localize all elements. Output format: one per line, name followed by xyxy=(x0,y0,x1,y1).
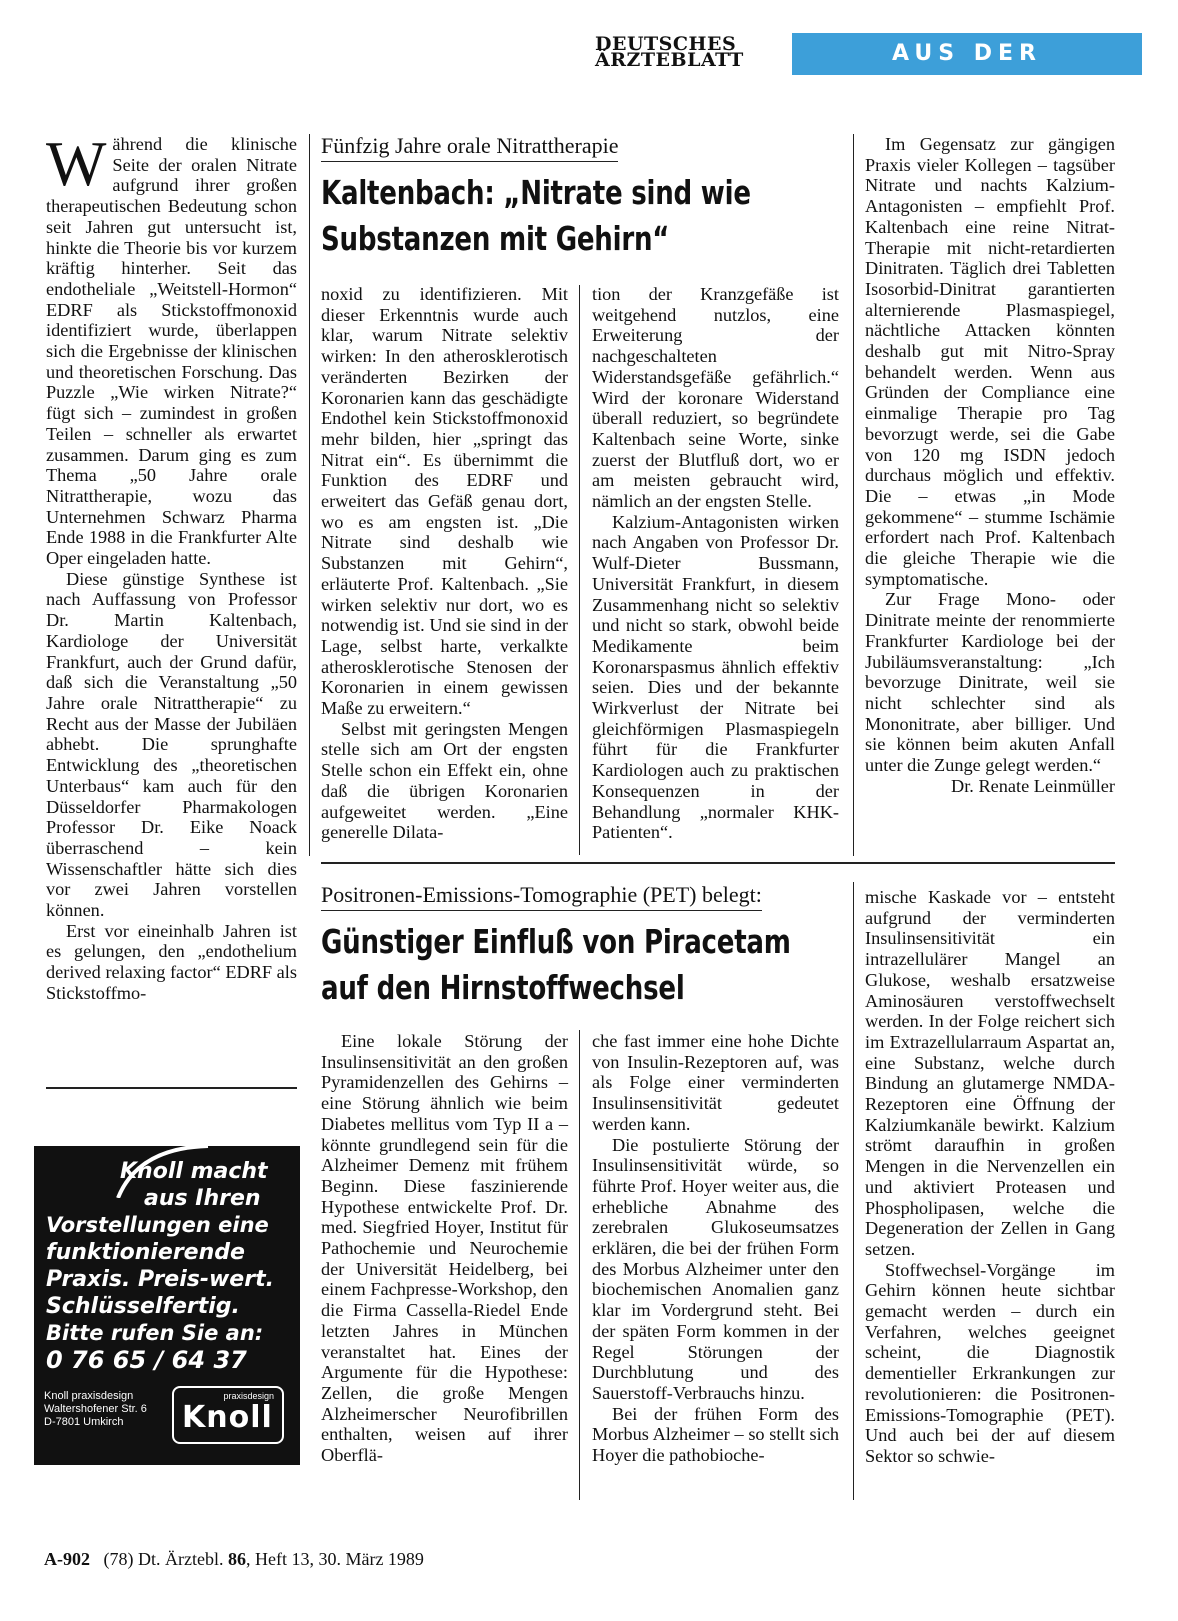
citation-suffix: , Heft 13, 30. März 1989 xyxy=(245,1549,424,1569)
ad-line-1: Knoll macht xyxy=(120,1159,268,1184)
ad-address-line-1: Knoll praxisdesign xyxy=(44,1390,134,1402)
article2-headline-line2: auf den Hirnstoffwechsel xyxy=(321,968,685,1007)
ad-line-5: Praxis. Preis-wert. xyxy=(46,1267,274,1292)
section-banner: AUS DER INDUSTRIE xyxy=(792,33,1142,75)
ad-line-6: Schlüsselfertig. xyxy=(46,1294,240,1319)
ad-line-3: Vorstellungen eine xyxy=(46,1213,269,1237)
ad-phone-number: 0 76 65 / 64 37 xyxy=(46,1346,247,1374)
article1-headline-line1: Kaltenbach: „Nitrate sind wie xyxy=(321,173,751,212)
column-rule xyxy=(579,1030,580,1500)
article2-col3-para-1: mische Kaskade vor – entsteht aufgrund der verminderten Insulinsensitivität ein intrazellulärer Mangel an Glukose, weshalb ersatzweise Aminosäuren verstoffwechselt werden. In der Folge reichert sich im Extrazellularraum Aspartat an, eine Substanz, welche durch Bindung an glutamerge NMDA-Rezeptoren eine Öffnung der Kalziumkanäle bewirkt. Kalzium strömt daraufhin in großen Mengen in die Nervenzellen ein und aktiviert Proteasen und Phospholipasen, welche die Degeneration der Zellen in Gang setzen. xyxy=(865,887,1115,1259)
article1-column-1 xyxy=(46,128,297,1004)
ad-line-2: aus Ihren xyxy=(144,1186,261,1211)
article1-column-2 xyxy=(321,284,568,843)
column-rule xyxy=(309,134,310,856)
article-divider xyxy=(321,862,1115,864)
column-rule xyxy=(853,882,854,1500)
article1-header xyxy=(321,133,865,262)
ad-divider xyxy=(46,1087,297,1089)
article2-kicker: Positronen-Emissions-Tomographie (PET) belegt: xyxy=(321,882,762,911)
article2-col2-para-3: Bei der frühen Form des Morbus Alzheimer – so stellt sich Hoyer die pathobioche- xyxy=(592,1403,839,1466)
article1-col3-para-2: Kalzium-Antagonisten wirken nach Angaben von Professor Dr. Wulf-Dieter Bussmann, Universität Frankfurt, in diesem Zusammenhang nicht so selektiv und nicht so stark, obwohl beide Medikamente beim Koronarspasmus ähnlich effektiv seien. Dies und der bekannte Wirkverlust der Nitrate bei gleichförmigen Plasmaspiegeln führt für die Frankfurter Kardiologen auch zu praktischen Konsequenzen in der Behandlung „normaler KHK-Patienten“. xyxy=(592,511,839,843)
drop-cap: W xyxy=(46,128,107,199)
page-number: A-902 xyxy=(44,1549,90,1569)
article1-signature: Dr. Renate Leinmüller xyxy=(951,775,1115,796)
article1-column-4 xyxy=(865,134,1115,797)
article1-col1-para-2: Diese günstige Synthese ist nach Auffassung von Professor Dr. Martin Kaltenbach, Kardiologe der Universität Frankfurt, auch der Grund dafür, daß sich die Veranstaltung „50 Jahre orale Nitrattherapie“ zu Recht aus der Masse der Jubiläen abhebt. Die sprunghafte Entwicklung des „theoretischen Unterbaus“ kam auch für den Düsseldorfer Pharmakologen Professor Dr. Eike Noack überraschend – kein Wissenschaftler hätte sich dies vor zwei Jahren vorstellen können. xyxy=(46,568,297,921)
article2-col2-para-1: che fast immer eine hohe Dichte von Insulin-Rezeptoren auf, was als Folge einer verminderten Insulinsensitivität gedeutet werden kann. xyxy=(592,1031,839,1134)
article1-col1-para-1: Während die klinische Seite der oralen Nitrate aufgrund ihrer großen therapeutischen Bedeutung schon seit Jahren gut untersucht ist, hinkte die Theorie bis vor kurzem kräftig hinterher. Seit das endotheliale „Weitstell-Hormon“ EDRF als Stickstoffmonoxid identifiziert wurde, überlappen sich die Ergebnisse der klinischen und theoretischen Forschung. Das Puzzle „Wie wirken Nitrate?“ fügt sich – zumindest in großen Teilen – schneller als erwartet zusammen. Darum ging es zum Thema „50 Jahre orale Nitrattherapie, wozu das Unternehmen Schwarz Pharma Ende 1988 in die Frankfurter Alte Oper eingeladen hatte. xyxy=(46,128,297,569)
article1-kicker: Fünfzig Jahre orale Nitrattherapie xyxy=(321,133,618,162)
article1-column-3 xyxy=(592,284,839,843)
article1-col4-para-2: Zur Frage Mono- oder Dinitrate meinte der renommierte Frankfurter Kardiologe bei der Jubiläumsveranstaltung: „Ich bevorzuge Dinitrate, weil sie nicht schlechter sind als Mononitrate, aber billiger. Und sie können beim akuten Anfall unter die Zunge gelegt werden.“ xyxy=(865,589,1115,776)
article1-headline-line2: Substanzen mit Gehirn“ xyxy=(321,219,670,258)
article2-column-2 xyxy=(592,1031,839,1466)
article1-col4-para-1: Im Gegensatz zur gängigen Praxis vieler Kollegen – tagsüber Nitrate und nachts Kalzium-Antagonisten – empfiehlt Prof. Kaltenbach eine reine Nitrat-Therapie mit nicht-retardierten Dinitraten. Täglich drei Tabletten Isosorbid-Dinitrat garantierten alternierende Plasmaspiegel, nächtliche Attacken könnten deshalb gut mit Nitro-Spray behandelt werden. Wenn aus Gründen der Compliance eine einmalige Therapie pro Tag bevorzugt werde, sei die Gabe von 120 mg ISDN jedoch durchaus möglich und effektiv. Die – etwas „in Mode gekommene“ – stumme Ischämie erfordert nach Prof. Kaltenbach die gleiche Therapie wie die symptomatische. xyxy=(865,134,1115,589)
column-rule xyxy=(579,285,580,855)
article1-col3-para-1: tion der Kranzgefäße ist weitgehend nutzlos, eine Erweiterung der nachgeschalteten Widerstandsgefäße gefährlich.“ Wird der koronare Widerstand überall reduziert, so begründete Kaltenbach seine Worte, sinke zuerst der Blutfluß dort, wo er am meisten gebraucht wird, nämlich an der engsten Stelle. xyxy=(592,284,839,512)
page-footer xyxy=(44,1548,424,1570)
ad-line-4: funktionierende xyxy=(46,1240,245,1265)
article2-col2-para-2: Die postulierte Störung der Insulinsensitivität würde, so führte Prof. Hoyer weiter aus, die erhebliche Abnahme des zerebralen Glukoseumsatzes erklären, die bei der frühen Form des Morbus Alzheimer unter den biochemischen Anomalien ganz klar im Vordergrund steht. Bei der späten Form kommen in der Regel Störungen der Durchblutung und des Sauerstoff-Verbrauchs hinzu. xyxy=(592,1134,839,1403)
logo-subtext: praxisdesign xyxy=(223,1391,274,1401)
article1-col1-para-3: Erst vor eineinhalb Jahren ist es gelungen, den „endothelium derived relaxing factor“ EDRF als Stickstoffmo- xyxy=(46,920,297,1003)
article2-header xyxy=(321,882,916,1011)
masthead-logo xyxy=(595,33,744,71)
knoll-advertisement xyxy=(34,1146,300,1465)
ad-line-7: Bitte rufen Sie an: xyxy=(46,1321,264,1345)
ad-address-line-3: D-7801 Umkirch xyxy=(44,1416,124,1428)
masthead-line2: ÄRZTEBLATT xyxy=(595,49,744,71)
citation-prefix: (78) Dt. Ärztebl. xyxy=(103,1549,224,1569)
knoll-logo xyxy=(172,1386,284,1444)
masthead-line1: DEUTSCHES xyxy=(595,33,737,55)
volume-number: 86 xyxy=(227,1549,246,1569)
ad-headline-block xyxy=(46,1158,296,1374)
ad-address-line-2: Waltershofener Str. 6 xyxy=(44,1403,147,1415)
logo-wordmark: Knoll xyxy=(182,1400,273,1435)
article2-column-3 xyxy=(865,887,1115,1467)
article2-col3-para-2: Stoffwechsel-Vorgänge im Gehirn können heute sichtbar gemacht werden – durch ein Verfahren, welches geeignet scheint, die Diagnostik dementieller Erkrankungen zur revolutionieren: die Positronen-Emissions-Tomographie (PET). Und auch bei der auf diesem Sektor so schwie- xyxy=(865,1259,1115,1466)
article1-col2-para-1: noxid zu identifizieren. Mit dieser Erkenntnis wurde auch klar, warum Nitrate selektiv wirken: In den atherosklerotisch veränderten Bezirken der Koronarien kann das geschädigte Endothel kein Stickstoffmonoxid mehr bilden, hier „springt das Nitrat ein“. Es übernimmt die Funktion des EDRF und erweitert das Gefäß genau dort, wo es am engsten ist. „Die Nitrate sind deshalb wie Substanzen mit Gehirn“, erläuterte Prof. Kaltenbach. „Sie wirken selektiv nur dort, wo es notwendig ist. Und sie sind in der Lage, selbst harte, verkalkte atherosklerotische Stenosen der Koronarien in einem gewissen Maße zu erweitern.“ xyxy=(321,284,568,719)
article2-col1-para-1: Eine lokale Störung der Insulinsensitivität an den großen Pyramidenzellen des Gehirns – eine Störung ähnlich wie beim Diabetes mellitus vom Typ II a – könnte grundlegend sein für die Alzheimer Demenz mit frühem Beginn. Diese faszinierende Hypothese entwickelte Prof. Dr. med. Siegfried Hoyer, Institut für Pathochemie und Neurochemie der Universität Heidelberg, bei einem Fachpresse-Workshop, den die Firma Cassella-Riedel Ende letzten Jahres in München veranstaltet hat. Eines der Argumente für die Hypothese: Zellen, die große Mengen Alzheimerscher Neurofibrillen enthalten, weisen auf ihrer Oberflä- xyxy=(321,1031,568,1466)
article1-col2-para-2: Selbst mit geringsten Mengen stelle sich am Ort der engsten Stelle schon ein Effekt ein, ohne daß die übrigen Koronarien aufgeweitet werden. „Eine generelle Dilata- xyxy=(321,718,568,843)
article2-column-1 xyxy=(321,1031,568,1466)
ad-address xyxy=(44,1390,147,1429)
article2-headline-line1: Günstiger Einfluß von Piracetam xyxy=(321,922,791,961)
